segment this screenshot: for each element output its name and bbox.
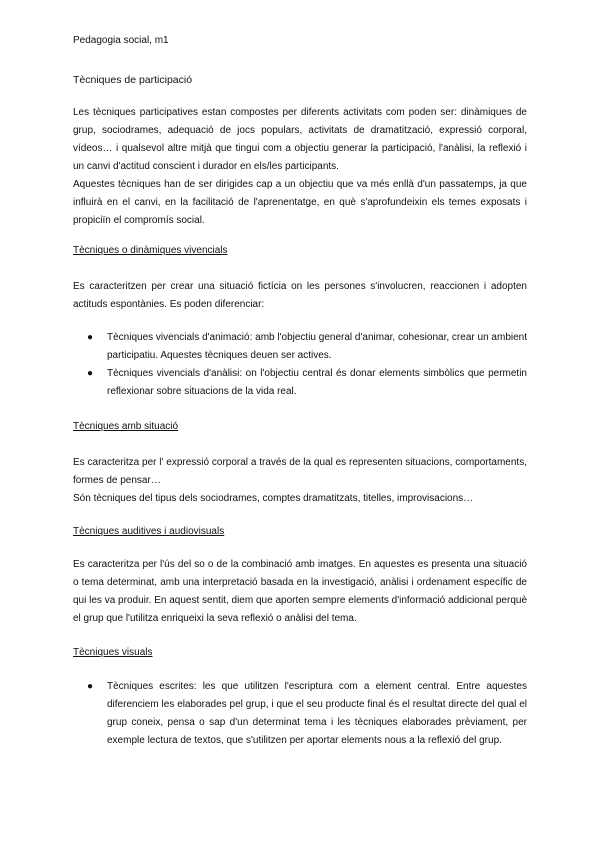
audiovisuals-paragraph: Es caracteritza per l'ús del so o de la combinació amb imatges. En aquestes es presenta una situació o tema determinat, amb una interpretació basada en la investigació, anàlisi i ordenament específic de qui les va produir. En aquest sentit, diem que aporten sempre elements d'informació addicional perquè el grup que l'utilitza enriqueixi la seva reflexió o anàlisi del tema. — [73, 559, 527, 624]
section-text-situacio — [73, 454, 527, 508]
list-item-text: Tècniques vivencials d'anàlisi: on l'objectiu central és donar elements simbòlics que permetin reflexionar sobre situacions de la vida real. — [107, 368, 527, 397]
section-heading-vivencials: Tècniques o dinàmiques vivencials — [73, 245, 228, 256]
intro-section — [73, 104, 527, 230]
intro-paragraph-2: Aquestes tècniques han de ser dirigides cap a un objectiu que va més enllà d'un passatemps, ja que influirà en el canvi, en la facilitació de l'aprenentatge, en què s'aprofundeixin els temes exposats i propiciïn el compromís social. — [73, 179, 527, 226]
intro-paragraph-1: Les tècniques participatives estan compostes per diferents activitats com poden ser: dinàmiques de grup, sociodrames, adequació de jocs populars, activitats de dramatització, expressió corporal, vídeos… i qualsevol altre mitjà que tingui com a objectiu generar la participació, l'anàlisi, la reflexió i un canvi d'actitud conscient i durador en els/les participants. — [73, 107, 527, 172]
section-heading-visuals: Tècniques visuals — [73, 647, 153, 658]
visuals-bullet-list — [73, 678, 527, 750]
page-header: Pedagogia social, m1 — [73, 35, 169, 46]
list-item — [73, 365, 527, 401]
vivencials-paragraph: Es caracteritzen per crear una situació fictícia on les persones s'involucren, reaccionen i adopten actituds espontànies. Es poden diferenciar: — [73, 281, 527, 310]
page-title: Tècniques de participació — [73, 74, 193, 86]
section-text-vivencials — [73, 278, 527, 314]
bullet-icon: ● — [87, 332, 94, 343]
situacio-paragraph-2: Són tècniques del tipus dels sociodrames, comptes dramatitzats, titelles, improvisacions… — [73, 493, 474, 504]
section-heading-situacio: Tècniques amb situació — [73, 421, 179, 432]
list-item-text: Tècniques escrites: les que utilitzen l'escriptura com a element central. Entre aquestes diferenciem les elaborades pel grup, i que el seu producte final és el resultat directe del qual el grup coneix, pensa o sap d'un determinat tema i les tècniques elaborades prèviament, per exemple lectura de textos, que s'utilitzen per aportar elements nous a la reflexió del grup. — [107, 681, 527, 746]
bullet-icon: ● — [87, 368, 94, 379]
section-heading-audiovisuals: Tècniques auditives i audiovisuals — [73, 526, 225, 537]
bullet-icon: ● — [87, 681, 94, 692]
list-item-text: Tècniques vivencials d'animació: amb l'objectiu general d'animar, cohesionar, crear un ambient participatiu. Aquestes tècniques deuen ser actives. — [107, 332, 527, 361]
situacio-paragraph-1: Es caracteritza per l' expressió corporal a través de la qual es representen situacions, comportaments, formes de pensar… — [73, 457, 527, 486]
vivencials-bullet-list — [73, 329, 527, 401]
section-text-audiovisuals — [73, 556, 527, 628]
list-item — [73, 329, 527, 365]
list-item — [73, 678, 527, 750]
